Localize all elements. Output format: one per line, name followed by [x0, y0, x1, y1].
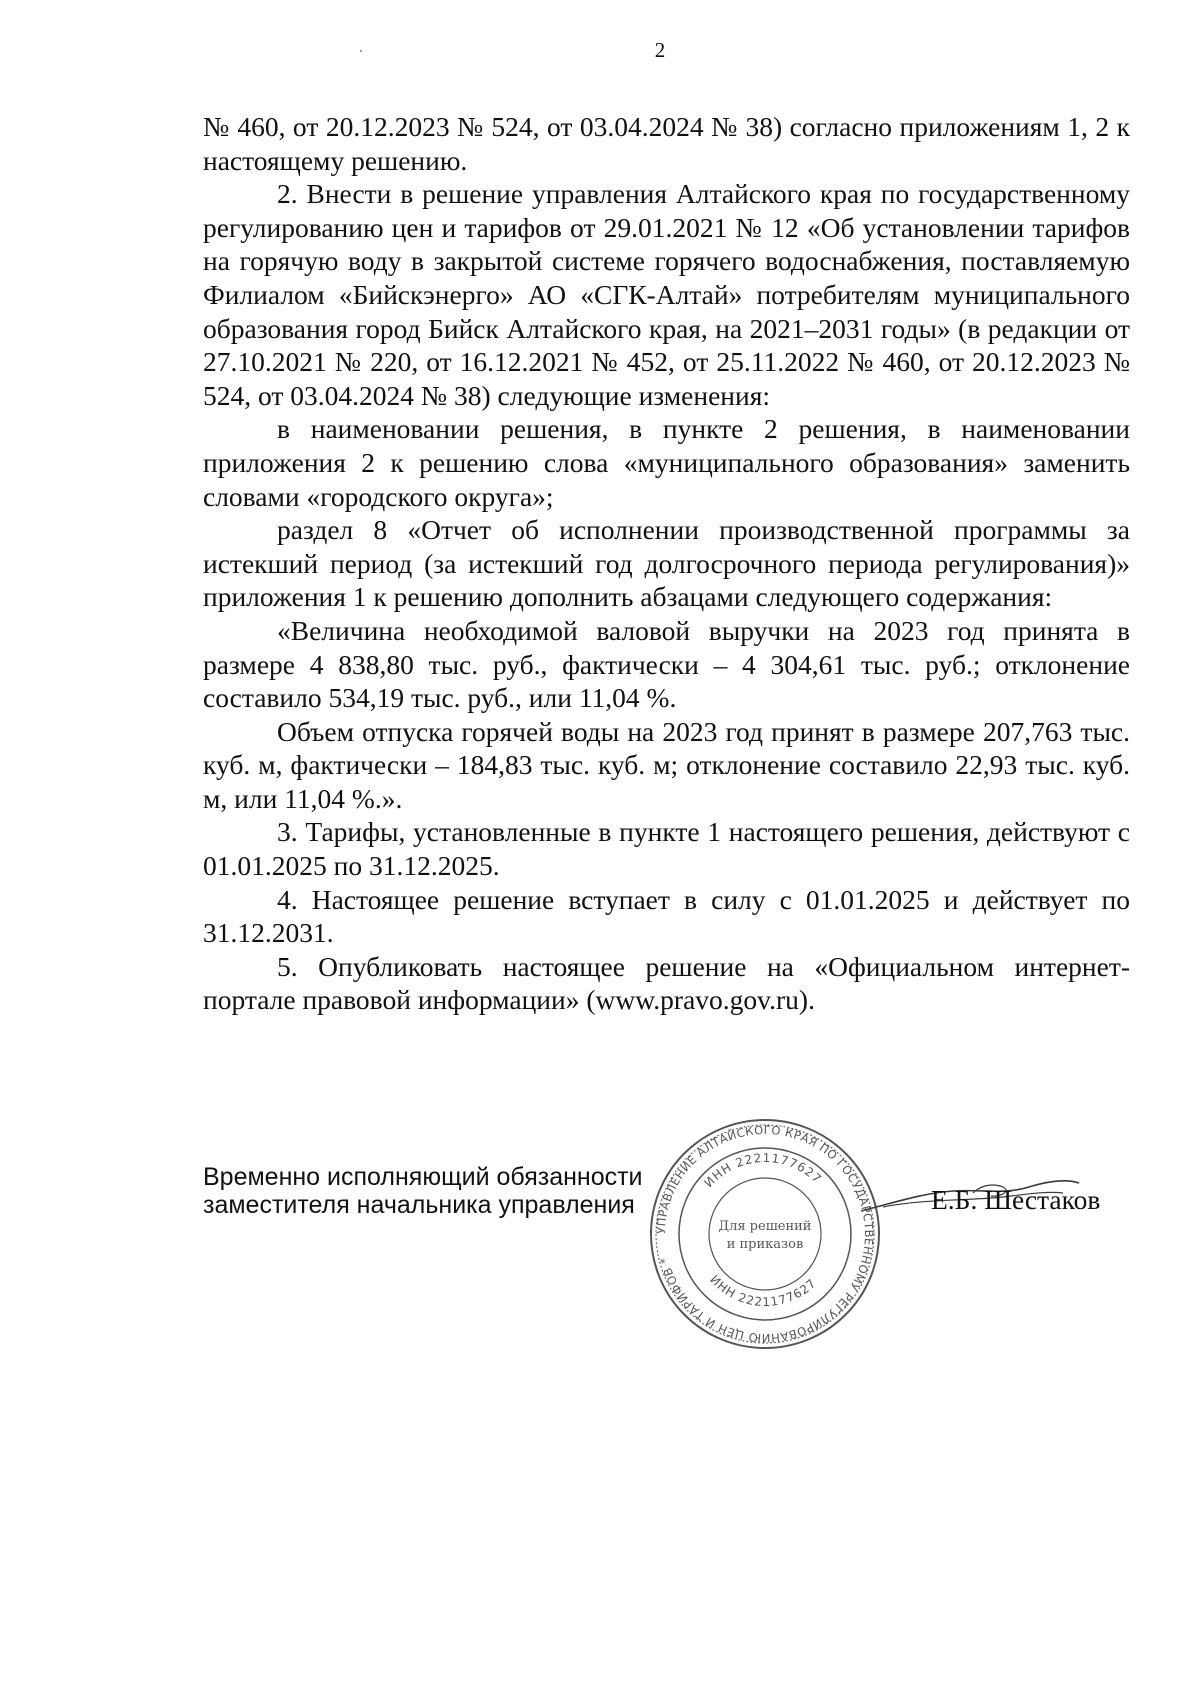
paragraph-item-5: 5. Опубликовать настоящее решение на «Официальном интернет-портале правовой информации» (www.pravo.gov.ru).	[203, 950, 1130, 1016]
seal-center-line-2: и приказов	[726, 1237, 804, 1252]
position-line-1: Временно исполняющий обязанности	[203, 1163, 643, 1191]
seal-inn-bottom: ИНН 2221177627	[707, 1272, 820, 1310]
seal-center-line-1: Для решений	[718, 1219, 812, 1234]
signatory-position	[203, 1163, 643, 1219]
official-seal	[645, 1114, 885, 1354]
paragraph-item-4: 4. Настоящее решение вступает в силу с 01.01.2025 и действует по 31.12.2031.	[203, 883, 1130, 949]
signature-block	[203, 1122, 1130, 1403]
position-line-2: заместителя начальника управления	[203, 1191, 635, 1219]
paragraph-item-2: 2. Внести в решение управления Алтайского края по государственному регулированию цен и тарифов от 29.01.2021 № 12 «Об установлении тарифов на горячую воду в закрытой системе горячего водоснабжения, поставляемую Филиалом «Бийскэнерго» АО «СГК-Алтай» потребителям муниципального образования город Бийск Алтайского края, на 2021–2031 годы» (в редакции от 27.10.2021 № 220, от 16.12.2021 № 452, от 25.11.2022 № 460, от 20.12.2023 № 524, от 03.04.2024 № 38) следующие изменения:	[203, 178, 1130, 411]
seal-inn-top: ИНН 2221177627	[701, 1150, 825, 1191]
seal-outer-text: УПРАВЛЕНИЕ АЛТАЙСКОГО КРАЯ ПО ГОСУДАРСТВЕННОМУ РЕГУЛИРОВАНИЮ ЦЕН И ТАРИФОВ *	[653, 1122, 877, 1346]
seal-graphic	[645, 1114, 885, 1354]
signatory-name: Е.Б. Шестаков	[931, 1184, 1101, 1215]
paragraph-revenue: «Величина необходимой валовой выручки на 2023 год принята в размере 4 838,80 тыс. руб., фактически – 4 304,61 тыс. руб.; отклонение составило 534,19 тыс. руб., или 11,04 %.	[203, 614, 1130, 714]
paragraph-volume: Объем отпуска горячей воды на 2023 год принят в размере 207,763 тыс. куб. м, фактически – 184,83 тыс. куб. м; отклонение составило 22,93 тыс. куб. м, или 11,04 %.».	[203, 715, 1130, 814]
svg-text:ИНН 2221177627	[701, 1151, 824, 1190]
paragraph-continuation: № 460, от 20.12.2023 № 524, от 03.04.2024 № 38) согласно приложениям 1, 2 к настоящему решению.	[203, 111, 1130, 176]
paragraph-section-8: раздел 8 «Отчет об исполнении производственной программы за истекший период (за истекший год долгосрочного периода регулирования)» приложения 1 к решению дополнить абзацами следующего содержания:	[203, 514, 1130, 613]
paragraph-item-3: 3. Тарифы, установленные в пункте 1 настоящего решения, действуют с 01.01.2025 по 31.12.2025.	[203, 816, 1130, 882]
svg-text:ИНН 2221177627	[707, 1272, 819, 1309]
paragraph-rename-words: в наименовании решения, в пункте 2 решения, в наименовании приложения 2 к решению слова «муниципального образования» заменить словами «городского округа»;	[203, 413, 1130, 512]
page-number: 2	[654, 38, 666, 62]
document-body	[203, 110, 1130, 1017]
